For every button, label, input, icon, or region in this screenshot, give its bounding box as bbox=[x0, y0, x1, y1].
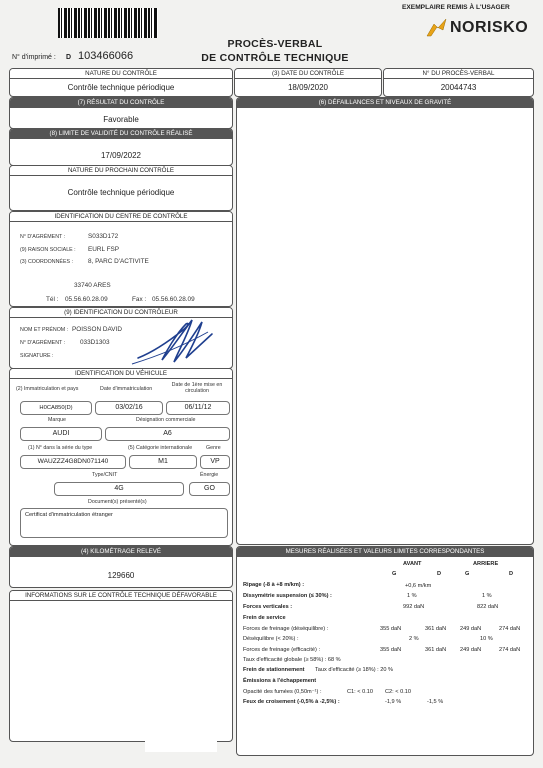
controleur-nom-label: NOM ET PRÉNOM : bbox=[20, 327, 69, 333]
forces-vert-ar: 822 daN bbox=[477, 604, 499, 610]
immat-label: (2) Immatriculation et pays bbox=[16, 386, 79, 392]
imprime-number: 103466066 bbox=[78, 50, 134, 62]
forces-deseq-av-g: 355 daN bbox=[380, 626, 402, 632]
mesures-ar-d: D bbox=[509, 571, 514, 577]
designation-field: A6 bbox=[105, 427, 230, 441]
forces-eff-label: Forces de freinage (efficacité) : bbox=[243, 647, 321, 653]
nature-controle-value: Contrôle technique périodique bbox=[67, 83, 175, 92]
deseq-av: 2 % bbox=[409, 636, 419, 642]
marque-label: Marque bbox=[48, 417, 66, 423]
categorie-label: (5) Catégorie internationale bbox=[128, 445, 193, 451]
dissym-ar: 1 % bbox=[482, 593, 492, 599]
forces-deseq-av-d: 361 daN bbox=[425, 626, 447, 632]
vehicule-header: IDENTIFICATION DU VÉHICULE bbox=[10, 369, 232, 379]
date-mise-label: Date de 1ère mise en circulation bbox=[171, 382, 223, 394]
controleur-signature-label: SIGNATURE : bbox=[20, 353, 54, 359]
serie-label: (1) N° dans la série du type bbox=[28, 445, 93, 451]
centre-box bbox=[9, 211, 233, 307]
taux-global: Taux d'efficacité globale (≥ 58%) : 68 % bbox=[243, 657, 341, 663]
type-field: 4G bbox=[54, 482, 184, 496]
energie-field: GO bbox=[189, 482, 230, 496]
kilometrage-value: 129660 bbox=[107, 571, 135, 580]
blank-patch bbox=[145, 690, 217, 752]
imprime-letter: D bbox=[66, 54, 72, 61]
nature-controle-box bbox=[9, 68, 233, 97]
ripage-label: Ripage (-8 à +8 m/km) : bbox=[243, 582, 305, 588]
forces-deseq-label: Forces de freinage (déséquilibre) : bbox=[243, 626, 329, 632]
kilometrage-box bbox=[9, 546, 233, 588]
dissym-label: Dissymétrie suspension (≤ 30%) : bbox=[243, 593, 332, 599]
categorie-field: M1 bbox=[129, 455, 197, 469]
centre-tel-value: 05.56.60.28.09 bbox=[65, 296, 108, 303]
forces-eff-ar-g: 249 daN bbox=[460, 647, 482, 653]
centre-fax-value: 05.56.60.28.09 bbox=[152, 296, 195, 303]
type-label: Type/CNIT bbox=[92, 472, 118, 478]
controleur-agrement-value: 033D1303 bbox=[80, 339, 110, 346]
controleur-agrement-label: N° D'AGRÉMENT : bbox=[20, 340, 66, 346]
controleur-box bbox=[9, 307, 233, 369]
mesures-ar-g: G bbox=[465, 571, 470, 577]
forces-deseq-ar-d: 274 daN bbox=[499, 626, 521, 632]
resultat-value: Favorable bbox=[103, 115, 139, 124]
serie-field: WAUZZZ4G8DN071140 bbox=[20, 455, 126, 469]
date-controle-value: 18/09/2020 bbox=[287, 83, 329, 92]
documents-field: Certificat d'immatriculation étranger bbox=[20, 508, 228, 538]
title-line-1: PROCÈS-VERBAL bbox=[227, 38, 323, 50]
defavorable-header: INFORMATIONS SUR LE CONTRÔLE TECHNIQUE DÉFAVORABLE bbox=[10, 591, 232, 601]
genre-label: Genre bbox=[206, 445, 221, 451]
stationnement-label: Frein de stationnement bbox=[243, 667, 305, 673]
brand-name: NORISKO bbox=[450, 19, 529, 36]
imprime-label: N° d'imprimé : bbox=[12, 54, 56, 61]
forces-vert-label: Forces verticales : bbox=[243, 604, 293, 610]
centre-raison-label: (9) RAISON SOCIALE : bbox=[20, 247, 76, 253]
centre-header: IDENTIFICATION DU CENTRE DE CONTRÔLE bbox=[10, 212, 232, 222]
barcode bbox=[58, 8, 158, 38]
date-immat-field: 03/02/16 bbox=[95, 401, 163, 415]
centre-coord-label: (3) COORDONNÉES : bbox=[20, 259, 73, 265]
title-line-2: DE CONTRÔLE TECHNIQUE bbox=[201, 52, 349, 64]
deseq-ar: 10 % bbox=[480, 636, 493, 642]
centre-fax-label: Fax : bbox=[132, 296, 147, 303]
date-immat-label: Date d'immatriculation bbox=[100, 386, 153, 392]
emissions-label: Émissions à l'échappement bbox=[243, 678, 317, 684]
defaillances-header: (6) DÉFAILLANCES ET NIVEAUX DE GRAVITÉ bbox=[237, 98, 533, 108]
deseq-label: Déséquilibre (< 20%) : bbox=[243, 636, 299, 642]
mesures-avant: AVANT bbox=[403, 561, 422, 567]
feux-d: -1,5 % bbox=[427, 699, 444, 705]
resultat-header: (7) RÉSULTAT DU CONTRÔLE bbox=[10, 98, 232, 108]
forces-eff-av-g: 355 daN bbox=[380, 647, 402, 653]
validite-box bbox=[9, 128, 233, 166]
exemplaire-label: EXEMPLAIRE REMIS À L'USAGER bbox=[402, 4, 510, 11]
mesures-header: MESURES RÉALISÉES ET VALEURS LIMITES CORRESPONDANTES bbox=[237, 547, 533, 557]
ripage-value: +0,6 m/km bbox=[405, 583, 432, 589]
opacite-c1: C1: < 0.10 bbox=[347, 689, 373, 695]
mesures-box bbox=[236, 546, 534, 756]
mesures-av-d: D bbox=[437, 571, 442, 577]
mesures-av-g: G bbox=[392, 571, 397, 577]
date-controle-header: (3) DATE DU CONTRÔLE bbox=[235, 69, 381, 79]
genre-field: VP bbox=[200, 455, 230, 469]
validite-value: 17/09/2022 bbox=[100, 151, 142, 160]
forces-deseq-ar-g: 249 daN bbox=[460, 626, 482, 632]
controleur-nom-value: POISSON DAVID bbox=[72, 326, 122, 333]
feux-label: Feux de croisement (-0,5% à -2,5%) : bbox=[243, 699, 340, 705]
immat-field: H0CA850(D) bbox=[20, 401, 92, 415]
norisko-logo-icon bbox=[426, 18, 448, 38]
opacite-c2: C2: < 0.10 bbox=[385, 689, 411, 695]
signature-image bbox=[128, 312, 218, 366]
centre-tel-label: Tél : bbox=[46, 296, 59, 303]
prochain-value: Contrôle technique périodique bbox=[67, 188, 175, 197]
validite-header: (8) LIMITE DE VALIDITÉ DU CONTRÔLE RÉALISÉ bbox=[10, 129, 232, 139]
marque-field: AUDI bbox=[20, 427, 102, 441]
kilometrage-header: (4) KILOMÉTRAGE RELEVÉ bbox=[10, 547, 232, 557]
centre-city: 33740 ARES bbox=[74, 282, 111, 289]
controleur-header: (9) IDENTIFICATION DU CONTRÔLEUR bbox=[10, 308, 232, 318]
defaillances-box bbox=[236, 97, 534, 545]
pv-number-header: N° DU PROCÈS-VERBAL bbox=[384, 69, 533, 79]
centre-coord-value: 8, PARC D'ACTIVITE bbox=[88, 258, 149, 265]
date-controle-box bbox=[234, 68, 382, 97]
prochain-header: NATURE DU PROCHAIN CONTRÔLE bbox=[10, 166, 232, 176]
dissym-av: 1 % bbox=[407, 593, 417, 599]
vehicule-box bbox=[9, 368, 233, 546]
centre-agrement-value: S033D172 bbox=[88, 233, 119, 240]
mesures-arriere: ARRIERE bbox=[473, 561, 499, 567]
opacite-label: Opacité des fumées (0,50m⁻¹) : bbox=[243, 689, 322, 695]
resultat-box bbox=[9, 97, 233, 129]
forces-eff-ar-d: 274 daN bbox=[499, 647, 521, 653]
frein-service-label: Frein de service bbox=[243, 615, 286, 621]
feux-g: -1,9 % bbox=[385, 699, 402, 705]
centre-agrement-label: N° D'AGRÉMENT : bbox=[20, 234, 66, 240]
designation-label: Désignation commerciale bbox=[136, 417, 196, 423]
forces-eff-av-d: 361 daN bbox=[425, 647, 447, 653]
documents-label: Document(s) présenté(s) bbox=[88, 499, 147, 505]
centre-raison-value: EURL FSP bbox=[88, 246, 120, 253]
pv-number-value: 20044743 bbox=[440, 83, 477, 92]
stationnement-value: Taux d'efficacité (≥ 18%) : 20 % bbox=[315, 667, 394, 673]
pv-number-box bbox=[383, 68, 534, 97]
nature-controle-header: NATURE DU CONTRÔLE bbox=[10, 69, 232, 79]
energie-label: Énergie bbox=[200, 472, 219, 478]
forces-vert-av: 992 daN bbox=[403, 604, 425, 610]
date-mise-field: 06/11/12 bbox=[166, 401, 230, 415]
prochain-box bbox=[9, 165, 233, 211]
